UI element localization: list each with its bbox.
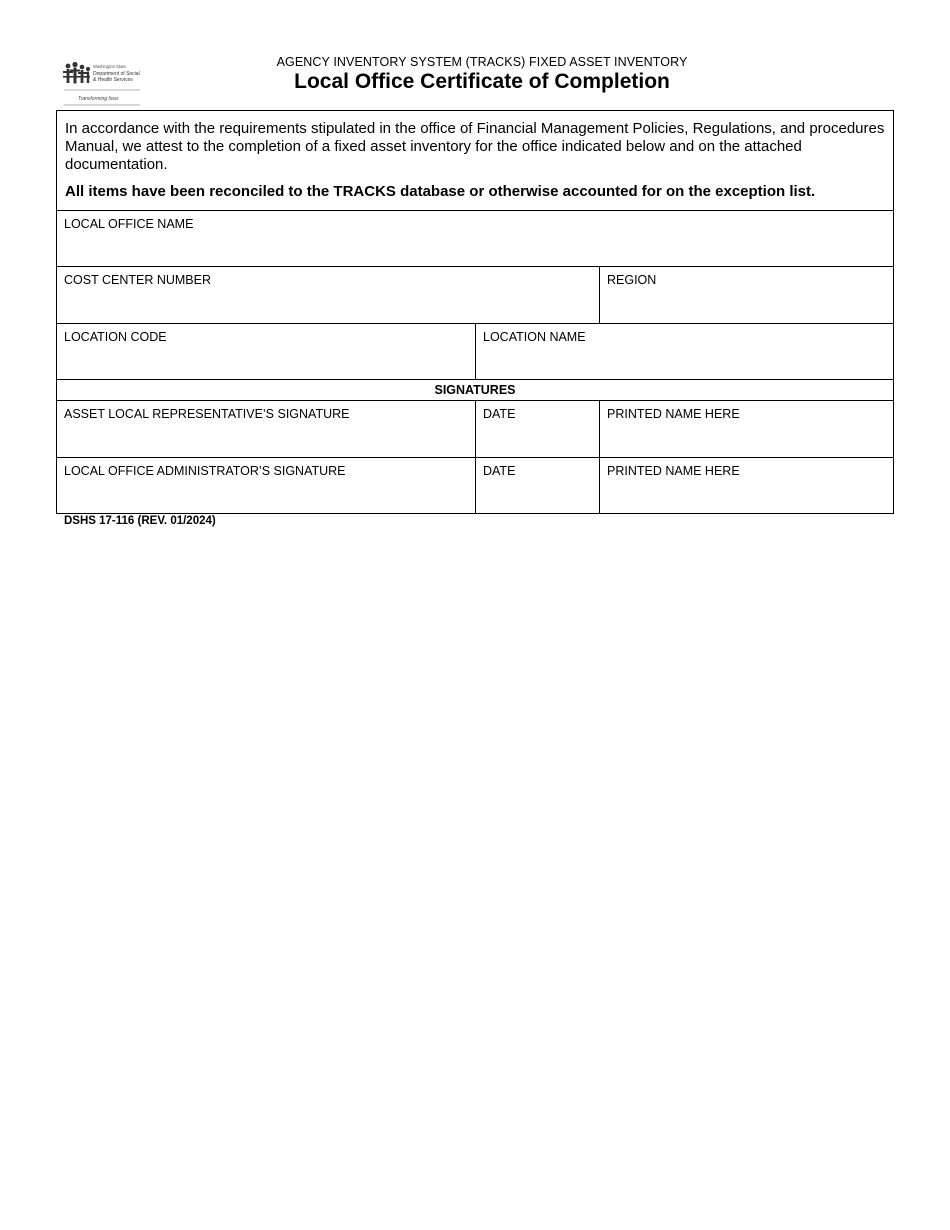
reconciliation-statement: All items have been reconciled to the TRACKS database or otherwise accounted for on the exception list. — [65, 183, 816, 200]
attestation-section — [57, 111, 893, 211]
administrator-printed-name-field[interactable] — [600, 458, 893, 513]
logo-dept-text: Department of Social — [93, 71, 140, 77]
region-field[interactable] — [600, 267, 893, 323]
representative-signature-label: ASSET LOCAL REPRESENTATIVE’S SIGNATURE — [64, 407, 350, 421]
local-office-name-field[interactable] — [57, 211, 893, 266]
representative-date-label: DATE — [483, 407, 516, 421]
logo-state-text: Washington State — [93, 64, 126, 69]
logo-tagline: Transforming lives — [78, 96, 119, 102]
location-code-label: LOCATION CODE — [64, 330, 167, 344]
logo-health-text: & Health Services — [93, 77, 133, 83]
region-label: REGION — [607, 273, 657, 287]
location-name-field[interactable] — [476, 324, 893, 379]
local-office-name-label: LOCAL OFFICE NAME — [64, 217, 194, 231]
representative-date-field[interactable] — [476, 401, 599, 457]
cost-center-number-label: COST CENTER NUMBER — [64, 273, 212, 287]
page-title: Local Office Certificate of Completion — [294, 70, 670, 93]
administrator-date-field[interactable] — [476, 458, 599, 513]
signatures-heading: SIGNATURES — [434, 383, 516, 397]
form-subtitle: AGENCY INVENTORY SYSTEM (TRACKS) FIXED ASSET INVENTORY — [276, 55, 688, 69]
representative-signature-field[interactable] — [57, 401, 475, 457]
administrator-printed-name-label: PRINTED NAME HERE — [607, 464, 740, 478]
location-name-label: LOCATION NAME — [483, 330, 586, 344]
cost-center-number-field[interactable] — [57, 267, 599, 323]
representative-printed-name-label: PRINTED NAME HERE — [607, 407, 740, 421]
representative-printed-name-field[interactable] — [600, 401, 893, 457]
attestation-paragraph: In accordance with the requirements stipulated in the office of Financial Management Policies, Regulations, and procedures Manual, we attest to the completion of a fixed asset inventory for the office indicated below and on the attached documentation. — [65, 120, 885, 173]
form-number: DSHS 17-116 (REV. 01/2024) — [64, 515, 216, 527]
administrator-signature-label: LOCAL OFFICE ADMINISTRATOR’S SIGNATURE — [64, 464, 346, 478]
location-code-field[interactable] — [57, 324, 475, 379]
administrator-signature-field[interactable] — [57, 458, 475, 513]
administrator-date-label: DATE — [483, 464, 516, 478]
certificate-form — [56, 110, 894, 514]
